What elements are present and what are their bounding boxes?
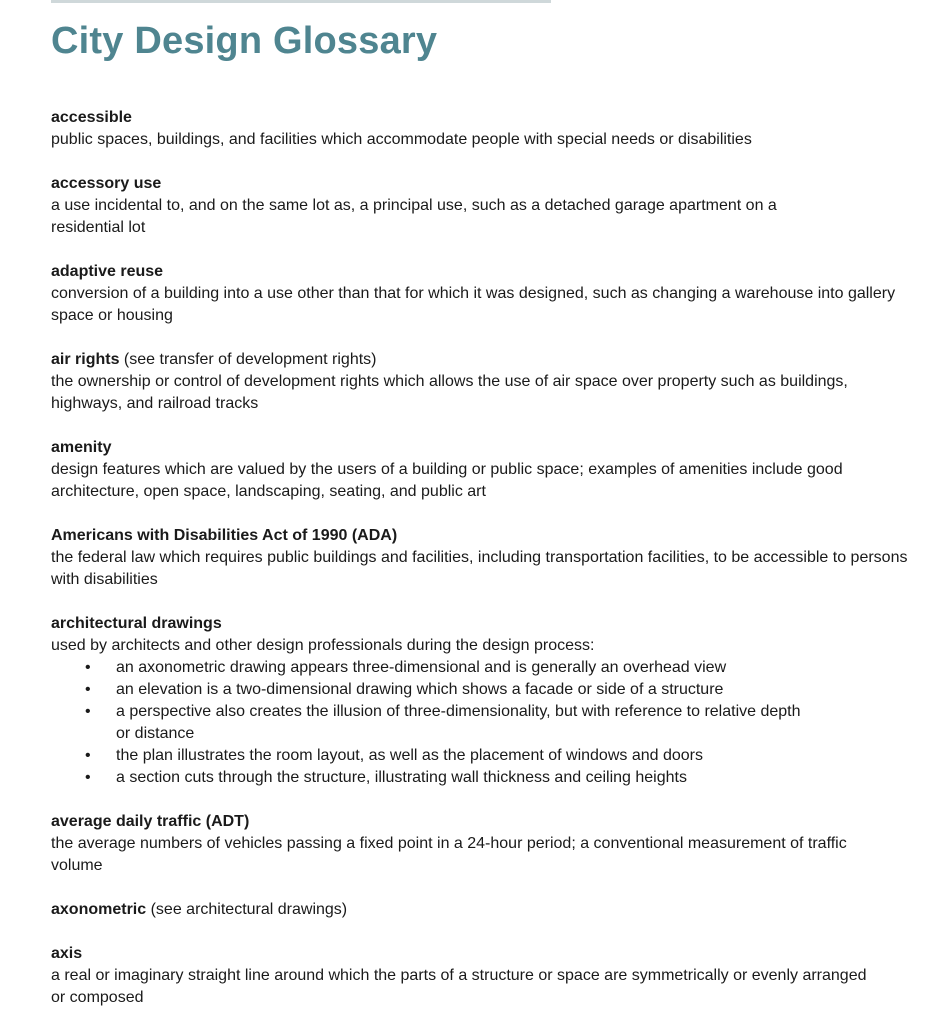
term: air rights: [51, 351, 120, 368]
glossary-entry: [51, 811, 921, 877]
glossary-entry: [51, 943, 921, 1009]
term-line: [51, 107, 921, 129]
bullet-icon: •: [85, 747, 91, 764]
list-item: [51, 657, 816, 679]
glossary-entry: [51, 613, 921, 789]
bullet-text: a section cuts through the structure, illustrating wall thickness and ceiling heights: [116, 769, 687, 786]
term-line: [51, 261, 921, 283]
bullet-icon: •: [85, 659, 91, 676]
bullet-text: an elevation is a two-dimensional drawing which shows a facade or side of a structure: [116, 681, 724, 698]
list-item: [51, 701, 816, 745]
definition: the average numbers of vehicles passing a fixed point in a 24-hour period; a conventional measurement of traffic volume: [51, 835, 847, 874]
see-also-reference: (see architectural drawings): [150, 901, 348, 918]
glossary-entry: [51, 173, 921, 239]
bullet-text: a perspective also creates the illusion of three-dimensionality, but with reference to relative depth or distance: [116, 703, 801, 742]
term-line: [51, 525, 921, 547]
glossary-entry: [51, 107, 921, 151]
term: adaptive reuse: [51, 263, 164, 280]
page-title: City Design Glossary: [51, 20, 438, 62]
term: architectural drawings: [51, 615, 222, 632]
glossary-entry: [51, 437, 921, 503]
definition: the ownership or control of development rights which allows the use of air space over property such as buildings, highways, and railroad tracks: [51, 373, 848, 412]
definition: the federal law which requires public buildings and facilities, including transportation facilities, to be accessible to persons with disabilities: [51, 549, 908, 588]
list-item: [51, 679, 816, 701]
bullet-list: [51, 657, 921, 789]
term: average daily traffic (ADT): [51, 813, 250, 830]
definition: used by architects and other design professionals during the design process:: [51, 637, 595, 654]
definition: a use incidental to, and on the same lot as, a principal use, such as a detached garage apartment on a residential lot: [51, 197, 777, 236]
term: accessory use: [51, 175, 162, 192]
bullet-text: an axonometric drawing appears three-dimensional and is generally an overhead view: [116, 659, 727, 676]
term-line: [51, 437, 921, 459]
definition: a real or imaginary straight line around which the parts of a structure or space are symmetrically or evenly arranged or composed: [51, 967, 867, 1006]
term: Americans with Disabilities Act of 1990 (ADA): [51, 527, 398, 544]
see-also-reference: (see transfer of development rights): [123, 351, 377, 368]
glossary-entry: [51, 261, 921, 327]
glossary-entry: [51, 899, 921, 921]
glossary-entries: [51, 107, 921, 1031]
term: amenity: [51, 439, 112, 456]
glossary-entry: [51, 349, 921, 415]
term-line: [51, 943, 921, 965]
term-line: [51, 811, 921, 833]
list-item: [51, 745, 816, 767]
bullet-icon: •: [85, 703, 91, 720]
definition: conversion of a building into a use other than that for which it was designed, such as changing a warehouse into gallery space or housing: [51, 285, 896, 324]
term-line: [51, 349, 921, 371]
bullet-icon: •: [85, 681, 91, 698]
term: axis: [51, 945, 83, 962]
term: axonometric: [51, 901, 147, 918]
term-line: [51, 173, 921, 195]
list-item: [51, 767, 816, 789]
top-rule: [51, 0, 551, 3]
term-line: [51, 899, 921, 921]
definition: public spaces, buildings, and facilities which accommodate people with special needs or disabilities: [51, 131, 752, 148]
glossary-entry: [51, 525, 921, 591]
term-line: [51, 613, 921, 635]
bullet-text: the plan illustrates the room layout, as well as the placement of windows and doors: [116, 747, 703, 764]
definition: design features which are valued by the users of a building or public space; examples of amenities include good architecture, open space, landscaping, seating, and public art: [51, 461, 843, 500]
term: accessible: [51, 109, 132, 126]
bullet-icon: •: [85, 769, 91, 786]
